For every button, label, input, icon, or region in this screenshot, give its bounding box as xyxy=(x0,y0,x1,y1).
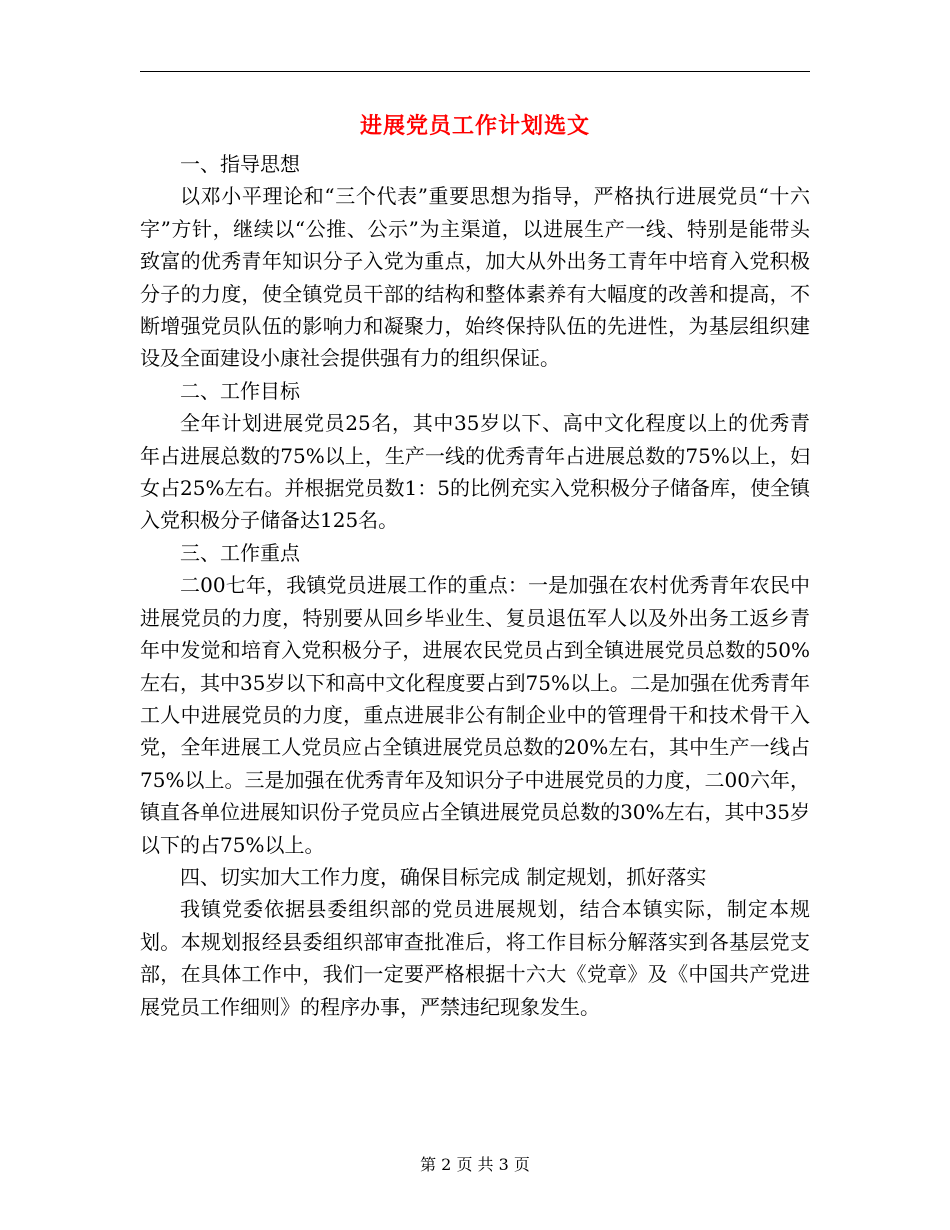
document-body xyxy=(140,148,810,1023)
page-number-footer: 第 2 页 共 3 页 xyxy=(420,1155,530,1174)
paragraph-work-focus: 二00七年，我镇党员进展工作的重点：一是加强在农村优秀青年农民中进展党员的力度，特别要从回乡毕业生、复员退伍军人以及外出务工返乡青年中发觉和培育入党积极分子，进展农民党员占到全镇进展党员总数的50%左右，其中35岁以下和高中文化程度要占到75%以上。二是加强在优秀青年工人中进展党员的力度，重点进展非公有制企业中的管理骨干和技术骨干入党，全年进展工人党员应占全镇进展党员总数的20%左右，其中生产一线占75%以上。三是加强在优秀青年及知识分子中进展党员的力度，二00六年，镇直各单位进展知识份子党员应占全镇进展党员总数的30%左右，其中35岁以下的占75%以上。 xyxy=(140,573,810,857)
document-title: 进展党员工作计划选文 xyxy=(359,113,590,139)
section-heading-work-goals: 二、工作目标 xyxy=(180,378,300,403)
paragraph-guiding-thought: 以邓小平理论和“三个代表”重要思想为指导，严格执行进展党员“十六字”方针，继续以“公推、公示”为主渠道，以进展生产一线、特别是能带头致富的优秀青年知识分子入党为重点，加大从外出务工青年中培育入党积极分子的力度，使全镇党员干部的结构和整体素养有大幅度的改善和提高，不断增强党员队伍的影响力和凝聚力，始终保持队伍的先进性，为基层组织建设及全面建设小康社会提供强有力的组织保证。 xyxy=(140,184,810,371)
section-heading-implementation: 四、切实加大工作力度，确保目标完成 制定规划，抓好落实 xyxy=(180,864,707,889)
header-rule xyxy=(140,71,810,72)
paragraph-work-goals: 全年计划进展党员25名，其中35岁以下、高中文化程度以上的优秀青年占进展总数的75%以上，生产一线的优秀青年占进展总数的75%以上，妇女占25%左右。并根据党员数1：5的比例充实入党积极分子储备库，使全镇入党积极分子储备达125名。 xyxy=(140,411,810,533)
section-heading-guiding-thought: 一、指导思想 xyxy=(180,152,300,176)
section-heading-work-focus: 三、工作重点 xyxy=(180,540,300,565)
paragraph-implementation: 我镇党委依据县委组织部的党员进展规划，结合本镇实际，制定本规划。本规划报经县委组织部审查批准后，将工作目标分解落实到各基层党支部，在具体工作中，我们一定要严格根据十六大《党章》及《中国共产党进展党员工作细则》的程序办事，严禁违纪现象发生。 xyxy=(140,897,810,1019)
